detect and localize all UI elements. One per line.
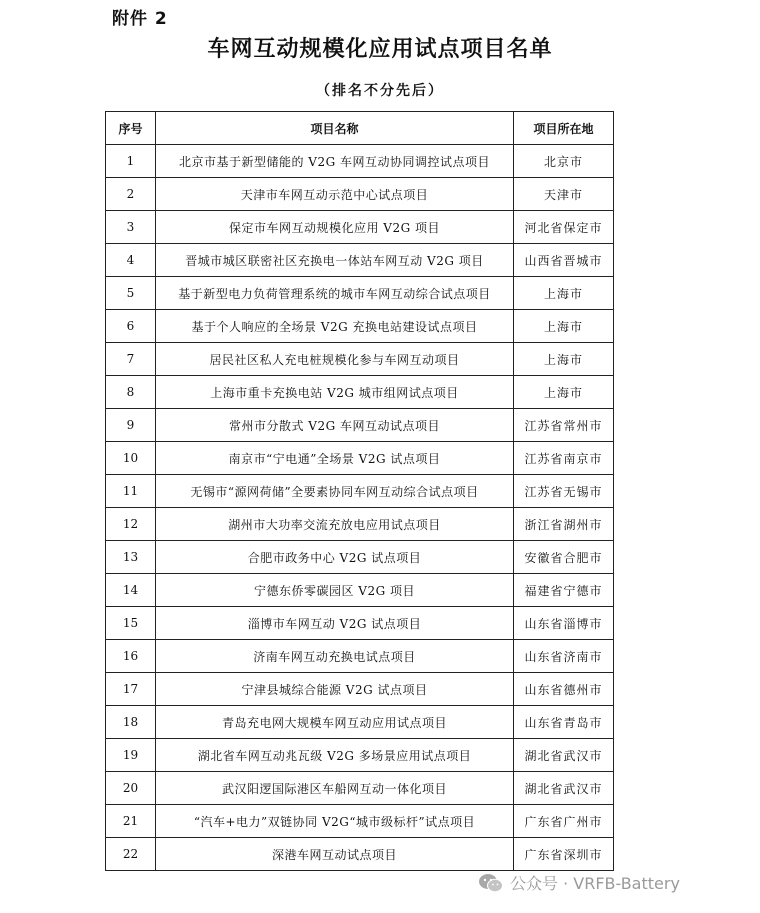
table-row <box>106 409 614 442</box>
row-index: 16 <box>106 640 156 673</box>
row-location: 山东省济南市 <box>514 640 614 673</box>
table-header-row <box>106 112 614 145</box>
row-project-name: 保定市车网互动规模化应用 V2G 项目 <box>156 211 514 244</box>
row-location: 天津市 <box>514 178 614 211</box>
row-index: 18 <box>106 706 156 739</box>
header-index: 序号 <box>106 112 156 145</box>
row-location: 江苏省南京市 <box>514 442 614 475</box>
row-index: 21 <box>106 805 156 838</box>
row-location: 山西省晋城市 <box>514 244 614 277</box>
wechat-icon <box>478 873 504 893</box>
row-project-name: 济南车网互动充换电试点项目 <box>156 640 514 673</box>
row-project-name: 无锡市“源网荷储”全要素协同车网互动综合试点项目 <box>156 475 514 508</box>
table-row <box>106 178 614 211</box>
row-project-name: 基于个人响应的全场景 V2G 充换电站建设试点项目 <box>156 310 514 343</box>
watermark-text: 公众号 · VRFB-Battery <box>510 874 680 893</box>
row-project-name: 淄博市车网互动 V2G 试点项目 <box>156 607 514 640</box>
watermark <box>478 871 680 894</box>
row-index: 19 <box>106 739 156 772</box>
row-project-name: 居民社区私人充电桩规模化参与车网互动项目 <box>156 343 514 376</box>
row-project-name: 湖州市大功率交流充放电应用试点项目 <box>156 508 514 541</box>
row-project-name: 合肥市政务中心 V2G 试点项目 <box>156 541 514 574</box>
table-row <box>106 211 614 244</box>
table-row <box>106 310 614 343</box>
table-row <box>106 673 614 706</box>
row-location: 上海市 <box>514 376 614 409</box>
row-location: 北京市 <box>514 145 614 178</box>
row-index: 14 <box>106 574 156 607</box>
row-index: 11 <box>106 475 156 508</box>
table-row <box>106 145 614 178</box>
row-location: 广东省广州市 <box>514 805 614 838</box>
row-index: 5 <box>106 277 156 310</box>
table-row <box>106 772 614 805</box>
pilot-project-table <box>105 111 614 871</box>
row-location: 上海市 <box>514 277 614 310</box>
row-project-name: 青岛充电网大规模车网互动应用试点项目 <box>156 706 514 739</box>
row-location: 山东省淄博市 <box>514 607 614 640</box>
row-index: 20 <box>106 772 156 805</box>
row-project-name: 宁津县城综合能源 V2G 试点项目 <box>156 673 514 706</box>
row-index: 1 <box>106 145 156 178</box>
table-row <box>106 442 614 475</box>
table-row <box>106 739 614 772</box>
row-index: 15 <box>106 607 156 640</box>
row-index: 17 <box>106 673 156 706</box>
row-project-name: 湖北省车网互动兆瓦级 V2G 多场景应用试点项目 <box>156 739 514 772</box>
row-location: 浙江省湖州市 <box>514 508 614 541</box>
row-index: 13 <box>106 541 156 574</box>
row-location: 上海市 <box>514 310 614 343</box>
row-index: 2 <box>106 178 156 211</box>
row-location: 安徽省合肥市 <box>514 541 614 574</box>
row-index: 10 <box>106 442 156 475</box>
row-location: 湖北省武汉市 <box>514 739 614 772</box>
row-location: 江苏省无锡市 <box>514 475 614 508</box>
row-project-name: 南京市“宁电通”全场景 V2G 试点项目 <box>156 442 514 475</box>
row-project-name: 天津市车网互动示范中心试点项目 <box>156 178 514 211</box>
document-title: 车网互动规模化应用试点项目名单 <box>207 36 553 62</box>
table-row <box>106 706 614 739</box>
table-row <box>106 574 614 607</box>
table-row <box>106 343 614 376</box>
row-index: 6 <box>106 310 156 343</box>
table-row <box>106 607 614 640</box>
row-location: 湖北省武汉市 <box>514 772 614 805</box>
row-location: 山东省青岛市 <box>514 706 614 739</box>
table-row <box>106 805 614 838</box>
header-project-name: 项目名称 <box>156 112 514 145</box>
row-index: 9 <box>106 409 156 442</box>
row-location: 江苏省常州市 <box>514 409 614 442</box>
table-row <box>106 376 614 409</box>
row-location: 福建省宁德市 <box>514 574 614 607</box>
row-location: 河北省保定市 <box>514 211 614 244</box>
attachment-label: 附件 2 <box>112 9 168 29</box>
table-row <box>106 244 614 277</box>
table-row <box>106 838 614 871</box>
row-project-name: 基于新型电力负荷管理系统的城市车网互动综合试点项目 <box>156 277 514 310</box>
row-project-name: 北京市基于新型储能的 V2G 车网互动协同调控试点项目 <box>156 145 514 178</box>
row-location: 山东省德州市 <box>514 673 614 706</box>
document-subtitle: （排名不分先后） <box>316 83 444 99</box>
row-index: 8 <box>106 376 156 409</box>
row-project-name: 宁德东侨零碳园区 V2G 项目 <box>156 574 514 607</box>
row-project-name: 常州市分散式 V2G 车网互动试点项目 <box>156 409 514 442</box>
row-index: 3 <box>106 211 156 244</box>
row-project-name: 深港车网互动试点项目 <box>156 838 514 871</box>
table-row <box>106 508 614 541</box>
row-project-name: 晋城市城区联密社区充换电一体站车网互动 V2G 项目 <box>156 244 514 277</box>
row-index: 4 <box>106 244 156 277</box>
row-location: 上海市 <box>514 343 614 376</box>
row-index: 7 <box>106 343 156 376</box>
row-location: 广东省深圳市 <box>514 838 614 871</box>
row-index: 22 <box>106 838 156 871</box>
header-location: 项目所在地 <box>514 112 614 145</box>
table-row <box>106 541 614 574</box>
row-project-name: “汽车+电力”双链协同 V2G“城市级标杆”试点项目 <box>156 805 514 838</box>
table-row <box>106 640 614 673</box>
table-row <box>106 475 614 508</box>
table-row <box>106 277 614 310</box>
row-index: 12 <box>106 508 156 541</box>
row-project-name: 上海市重卡充换电站 V2G 城市组网试点项目 <box>156 376 514 409</box>
row-project-name: 武汉阳逻国际港区车船网互动一体化项目 <box>156 772 514 805</box>
